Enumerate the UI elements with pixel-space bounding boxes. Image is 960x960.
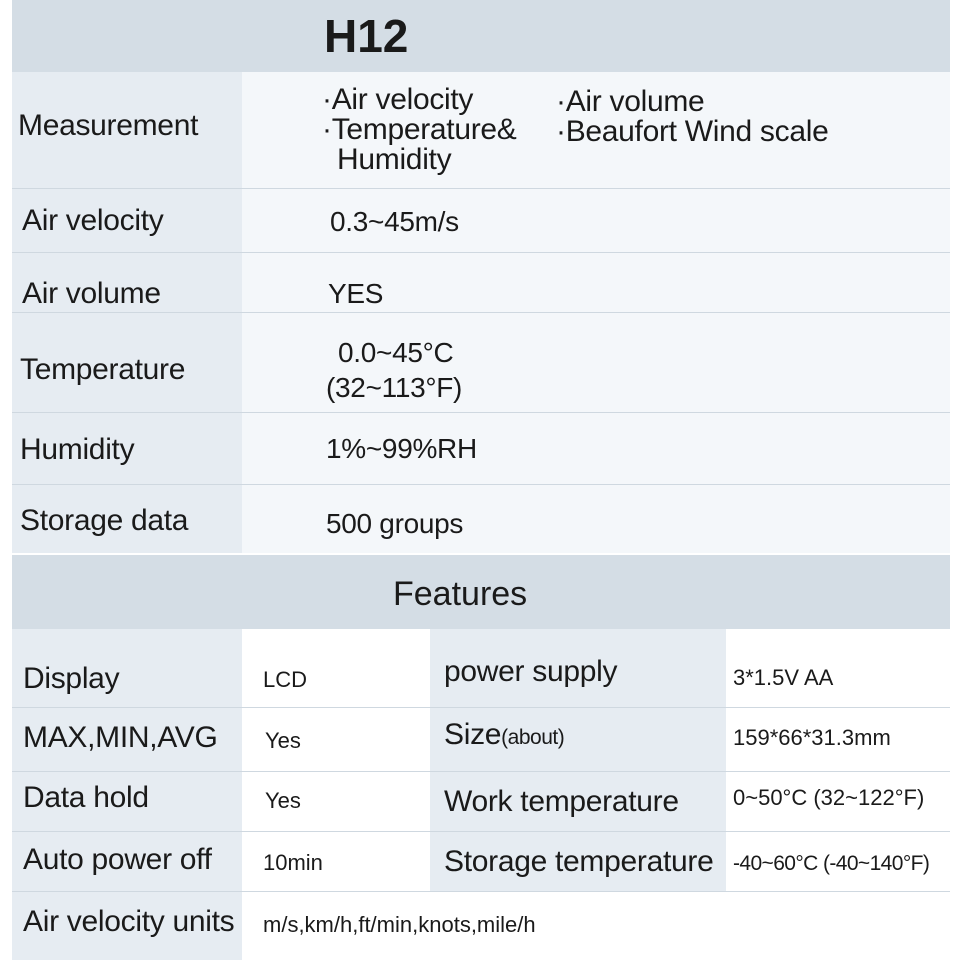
display-value: LCD: [263, 667, 308, 692]
row-divider: [12, 188, 950, 189]
row-divider: [12, 707, 950, 708]
page-title: H12: [324, 10, 409, 62]
measurement-item-air-velocity: ·Air velocity: [322, 83, 474, 116]
temperature-value-celsius: 0.0~45°C: [338, 337, 454, 368]
data-hold-value: Yes: [265, 788, 301, 813]
temperature-label: Temperature: [20, 353, 186, 386]
work-temperature-label: Work temperature: [444, 785, 679, 818]
max-min-avg-value: Yes: [265, 728, 301, 753]
measurement-item-beaufort: ·Beaufort Wind scale: [556, 115, 829, 148]
row-divider: [12, 484, 950, 485]
auto-power-off-value: 10min: [263, 850, 323, 875]
humidity-value: 1%~99%RH: [326, 433, 477, 464]
row-divider: [12, 771, 950, 772]
storage-data-label: Storage data: [20, 504, 189, 537]
features-title: Features: [393, 575, 528, 613]
storage-temperature-label: Storage temperature: [444, 845, 714, 878]
title-header: [12, 0, 950, 72]
max-min-avg-label: MAX,MIN,AVG: [23, 721, 218, 754]
measurement-item-humidity: Humidity: [337, 143, 452, 176]
work-temperature-value: 0~50°C (32~122°F): [733, 785, 925, 810]
power-supply-value: 3*1.5V AA: [733, 665, 834, 690]
display-label: Display: [23, 662, 120, 695]
measurement-label: Measurement: [18, 109, 199, 142]
air-velocity-value: 0.3~45m/s: [330, 206, 459, 237]
row-divider: [12, 831, 950, 832]
air-volume-label: Air volume: [22, 277, 161, 310]
data-hold-label: Data hold: [23, 781, 149, 814]
air-velocity-label: Air velocity: [22, 204, 164, 237]
size-value: 159*66*31.3mm: [733, 725, 891, 750]
measurement-item-temperature-humidity: ·Temperature&: [322, 113, 517, 146]
air-velocity-units-label: Air velocity units: [23, 905, 235, 938]
row-divider: [12, 252, 950, 253]
air-volume-value: YES: [328, 278, 384, 309]
measurement-item-air-volume: ·Air volume: [556, 85, 705, 118]
power-supply-label: power supply: [444, 655, 618, 688]
row-divider: [12, 412, 950, 413]
auto-power-off-label: Auto power off: [23, 843, 212, 876]
storage-data-value: 500 groups: [326, 508, 464, 539]
row-divider: [12, 312, 950, 313]
size-label-text: Size: [444, 718, 502, 751]
row-divider: [12, 891, 950, 892]
size-label: [444, 720, 564, 750]
air-velocity-units-value: m/s,km/h,ft/min,knots,mile/h: [263, 912, 536, 937]
humidity-label: Humidity: [20, 433, 135, 466]
temperature-value-fahrenheit: (32~113°F): [326, 372, 463, 403]
size-label-note: (about): [501, 726, 565, 749]
storage-temperature-value: -40~60°C (-40~140°F): [733, 852, 930, 875]
